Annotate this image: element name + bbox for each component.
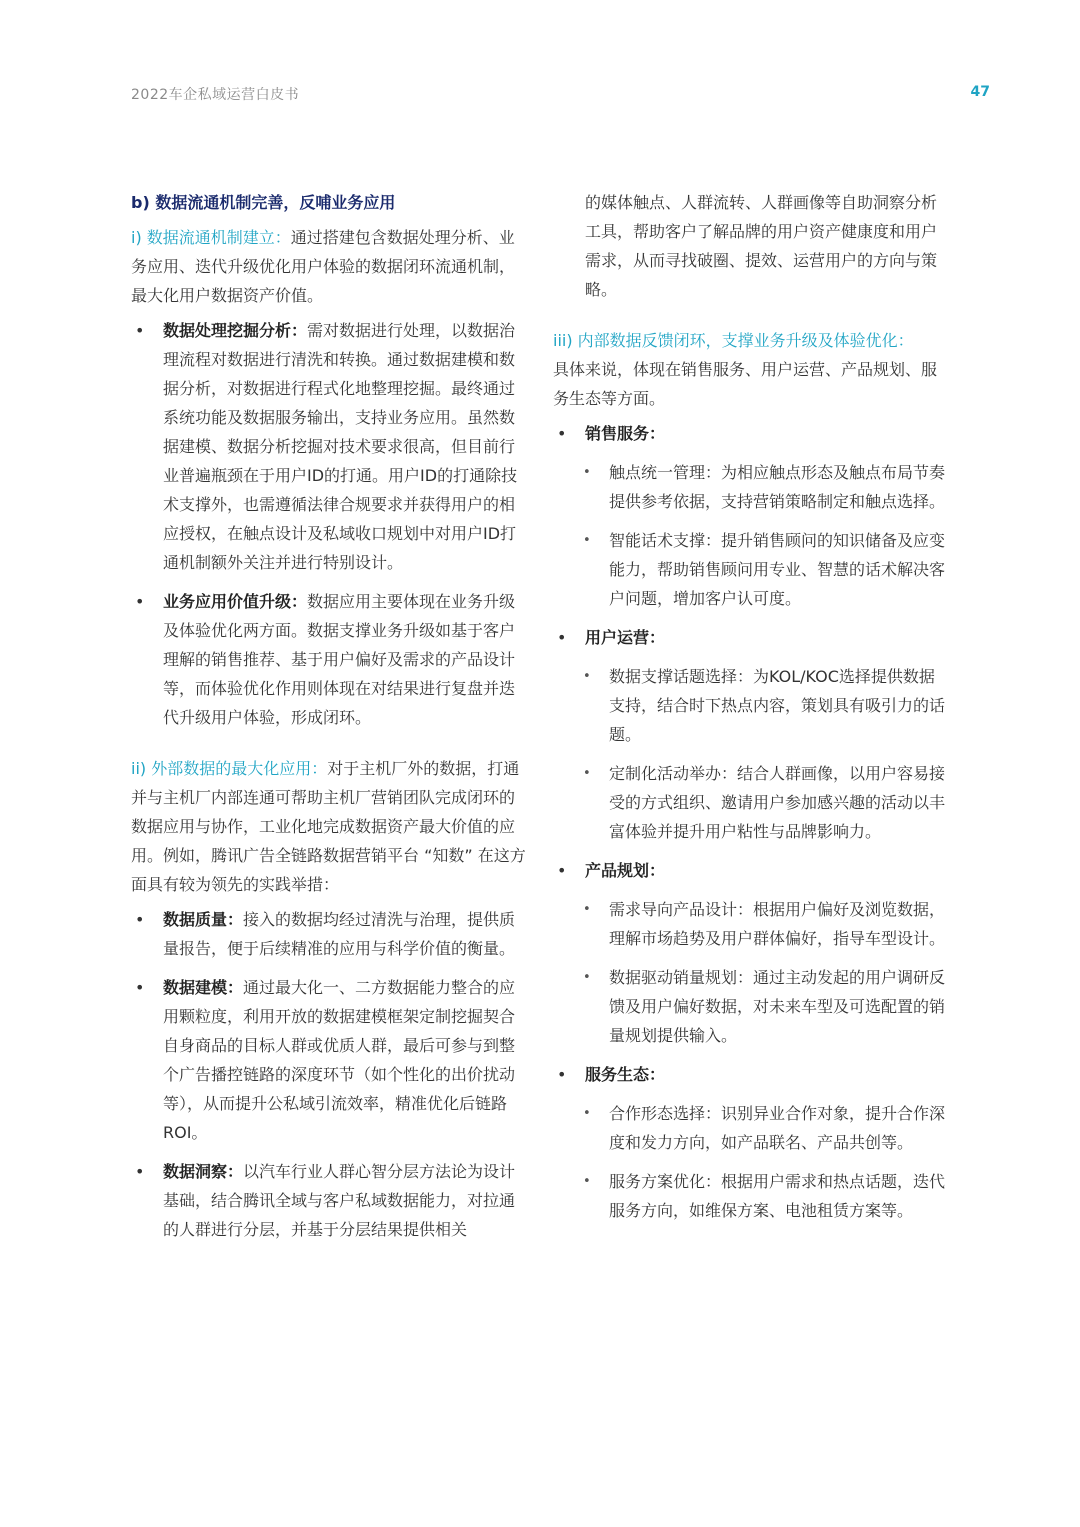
bullet-text: 通过最大化一、二方数据能力整合的应用颗粒度，利用开放的数据建模框架定制挖掘契合自身商品的目标人群或优质人群，最后可参与到整个广告播控链路的深度环节（如个性化的出价扰动等），从而提升公私域引流效率，精准优化后链路ROI。	[163, 978, 516, 1142]
category-item	[553, 1060, 950, 1089]
page-number: 47	[970, 84, 990, 100]
continued-list-item	[553, 188, 950, 304]
continued-text: 的媒体触点、人群流转、人群画像等自助洞察分析工具，帮助客户了解品牌的用户资产健康度和用户需求，从而寻找破圈、提效、运营用户的方向与策略。	[585, 193, 938, 299]
sub-list-item	[553, 458, 950, 516]
list-item	[131, 316, 528, 577]
bullet-text: 需对数据进行处理，以数据治理流程对数据进行清洗和转换。通过数据建模和数据分析，对数据进行程式化地整理挖掘。最终通过系统功能及数据服务输出，支持业务应用。虽然数据建模、数据分析挖掘对技术要求很高，但目前行业普遍瓶颈在于用户ID的打通。用户ID的打通除技术支撑外，也需遵循法律合规要求并获得用户的相应授权，在触点设计及私域收口规划中对用户ID打通机制额外关注并进行特别设计。	[163, 321, 518, 572]
sub-list-item	[553, 895, 950, 953]
category-item	[553, 419, 950, 448]
bullet-term: 数据建模：	[163, 978, 244, 997]
subsection-3-paragraph	[553, 326, 950, 413]
bullet-text: 接入的数据均经过清洗与治理，提供质量报告，便于后续精准的应用与科学价值的衡量。	[163, 910, 516, 958]
bullet-term: 数据处理挖掘分析：	[163, 321, 308, 340]
subsection-1-bullets	[131, 316, 528, 732]
document-title: 2022车企私域运营白皮书	[131, 87, 300, 103]
subsection-1-text: 通过搭建包含数据处理分析、业务应用、迭代升级优化用户体验的数据闭环流通机制，最大化用户数据资产价值。	[131, 228, 516, 305]
sub-item-text: 定制化活动举办：结合人群画像，以用户容易接受的方式组织、邀请用户参加感兴趣的活动以丰富体验并提升用户粘性与品牌影响力。	[609, 764, 946, 841]
left-column	[131, 188, 528, 1254]
subsection-1-label: i) 数据流通机制建立：	[131, 228, 291, 247]
category-label: 服务生态：	[585, 1065, 666, 1084]
subsection-3-text: 具体来说，体现在销售服务、用户运营、产品规划、服务生态等方面。	[553, 360, 938, 408]
list-item	[131, 973, 528, 1147]
bullet-term: 数据质量：	[163, 910, 244, 929]
category-item	[553, 856, 950, 885]
sub-item-text: 合作形态选择：识别异业合作对象，提升合作深度和发力方向，如产品联名、产品共创等。	[609, 1104, 946, 1152]
sub-list-item	[553, 526, 950, 613]
subsection-2-paragraph	[131, 754, 528, 899]
category-label: 用户运营：	[585, 628, 666, 647]
bullet-text: 以汽车行业人群心智分层方法论为设计基础，结合腾讯全域与客户私域数据能力，对拉通的人群进行分层，并基于分层结果提供相关	[163, 1162, 516, 1239]
subsection-2-text: 对于主机厂外的数据，打通并与主机厂内部连通可帮助主机厂营销团队完成闭环的数据应用与协作，工业化地完成数据资产最大价值的应用。例如，腾讯广告全链路数据营销平台 “知数” 在这方面具有较为领先的实践举措：	[131, 759, 526, 894]
subsection-2-label: ii) 外部数据的最大化应用：	[131, 759, 328, 778]
categories-list	[553, 419, 950, 1225]
sub-item-text: 智能话术支撑：提升销售顾问的知识储备及应变能力，帮助销售顾问用专业、智慧的话术解决客户问题，增加客户认可度。	[609, 531, 946, 608]
continued-bullet-list	[553, 188, 950, 304]
category-label: 销售服务：	[585, 424, 666, 443]
bullet-term: 数据洞察：	[163, 1162, 244, 1181]
subsection-1-paragraph	[131, 223, 528, 310]
sub-list-item	[553, 662, 950, 749]
subsection-3-label: iii) 内部数据反馈闭环，支撑业务升级及体验优化：	[553, 331, 914, 350]
bullet-term: 业务应用价值升级：	[163, 592, 308, 611]
sub-list-item	[553, 1099, 950, 1157]
right-column	[553, 188, 950, 1235]
list-item	[131, 905, 528, 963]
sub-item-text: 数据驱动销量规划：通过主动发起的用户调研反馈及用户偏好数据，对未来车型及可选配置的销量规划提供输入。	[609, 968, 946, 1045]
category-label: 产品规划：	[585, 861, 666, 880]
sub-item-text: 数据支撑话题选择：为KOL/KOC选择提供数据支持，结合时下热点内容，策划具有吸引力的话题。	[609, 667, 946, 744]
sub-item-text: 服务方案优化：根据用户需求和热点话题，迭代服务方向，如维保方案、电池租赁方案等。	[609, 1172, 946, 1220]
list-item	[131, 587, 528, 732]
sub-item-text: 触点统一管理：为相应触点形态及触点布局节奏提供参考依据，支持营销策略制定和触点选择。	[609, 463, 946, 511]
list-item	[131, 1157, 528, 1244]
sub-list-item	[553, 963, 950, 1050]
sub-list-item	[553, 759, 950, 846]
sub-item-text: 需求导向产品设计：根据用户偏好及浏览数据，理解市场趋势及用户群体偏好，指导车型设计。	[609, 900, 946, 948]
subsection-2-bullets	[131, 905, 528, 1244]
sub-list-item	[553, 1167, 950, 1225]
section-heading: b) 数据流通机制完善，反哺业务应用	[131, 193, 396, 212]
category-item	[553, 623, 950, 652]
bullet-text: 数据应用主要体现在业务升级及体验优化两方面。数据支撑业务升级如基于客户理解的销售推荐、基于用户偏好及需求的产品设计等，而体验优化作用则体现在对结果进行复盘并迭代升级用户体验，形成闭环。	[163, 592, 516, 727]
